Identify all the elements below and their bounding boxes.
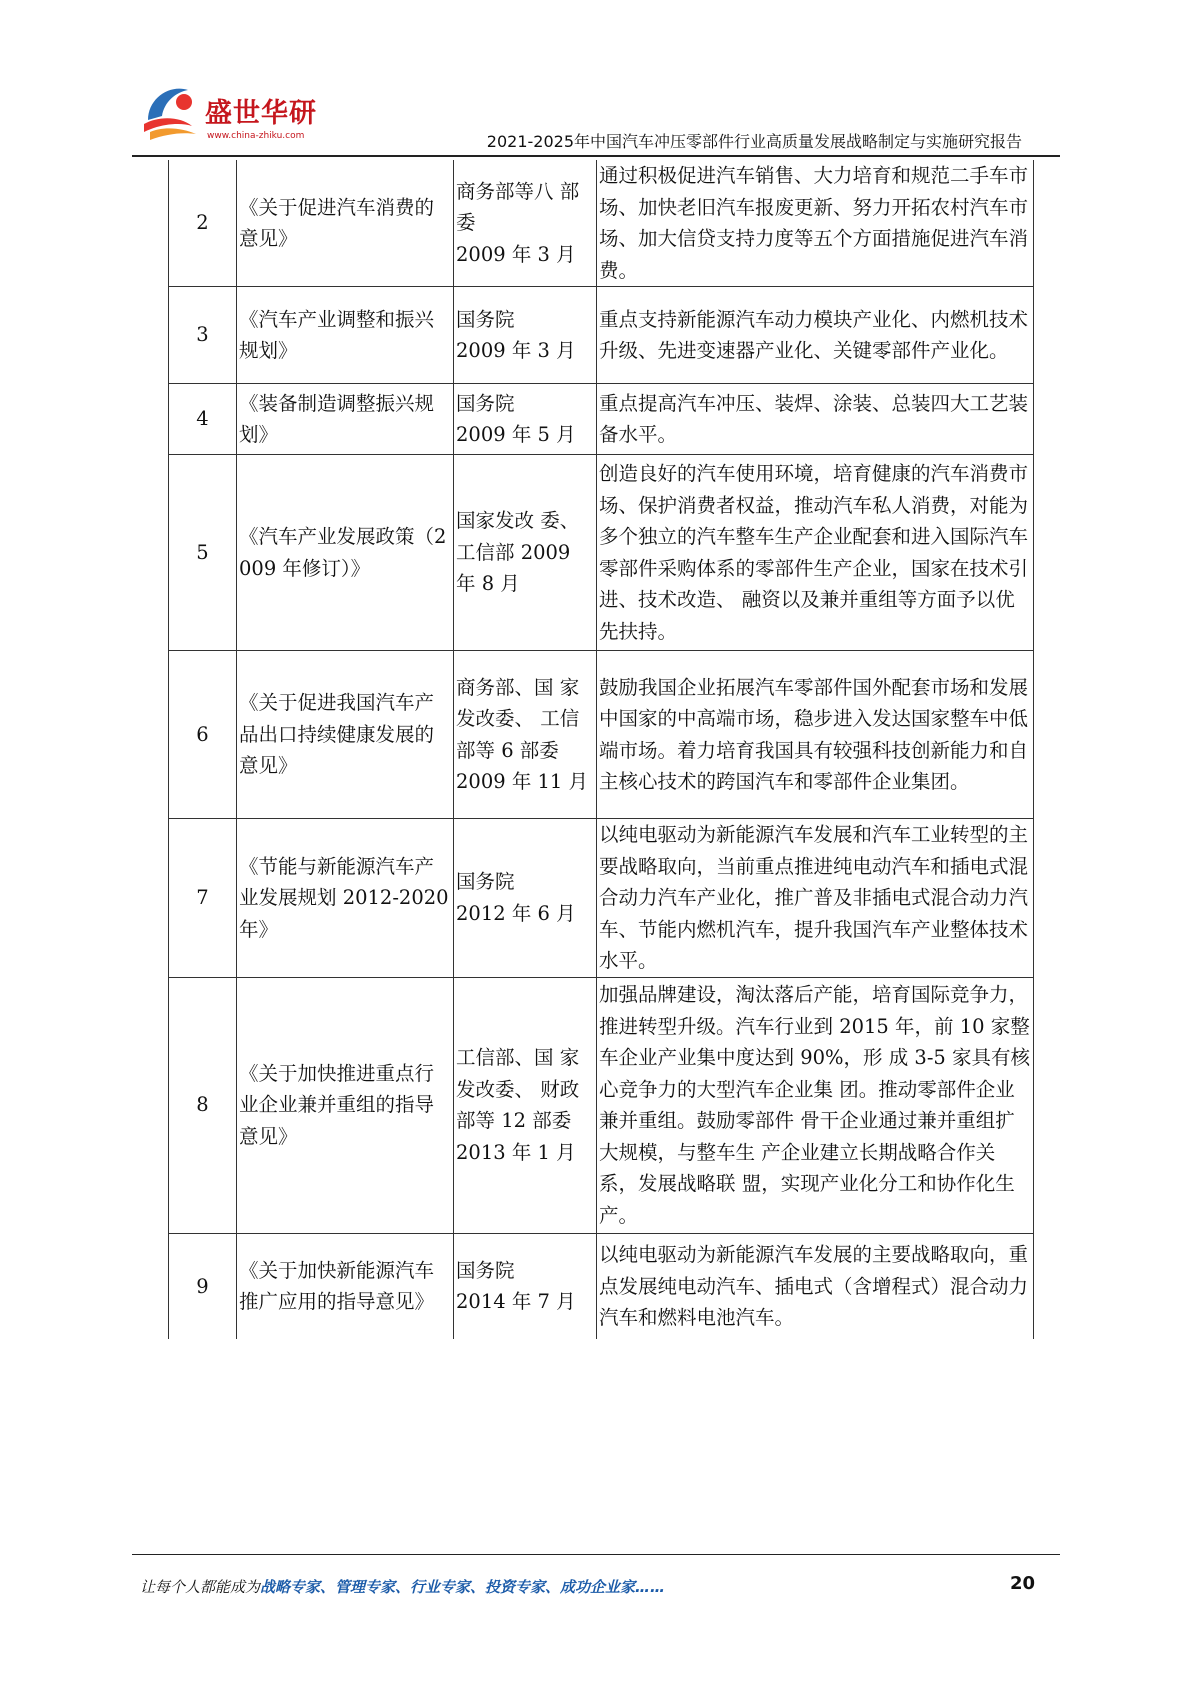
- table-row: [169, 455, 1034, 651]
- policy-content: 以纯电驱动为新能源汽车发展的主要战略取向，重点发展纯电动汽车、插电式（含增程式）混合动力汽车和燃料电池汽车。: [597, 1233, 1034, 1339]
- brand-url: www.china-zhiku.com: [207, 131, 305, 141]
- issuer-date: 国务院 2014 年 7 月: [454, 1233, 597, 1339]
- policy-content: 重点支持新能源汽车动力模块产业化、内燃机技术升级、先进变速器产业化、关键零部件产业化。: [597, 287, 1034, 384]
- issuer-date: 商务部、国 家发改委、 工信部等 6 部委 2009 年 11 月: [454, 651, 597, 819]
- table-row: [169, 160, 1034, 287]
- issuer-date: 国务院 2009 年 3 月: [454, 287, 597, 384]
- table-row: [169, 287, 1034, 384]
- footer-divider: [132, 1554, 1060, 1555]
- page-number: 20: [1009, 1573, 1035, 1594]
- issuer-date: 国家发改 委、工信部 2009 年 8 月: [454, 455, 597, 651]
- policy-name: 《关于促进汽车消费的意见》: [237, 160, 454, 287]
- policy-name: 《汽车产业调整和振兴规划》: [237, 287, 454, 384]
- policy-table: [168, 160, 1034, 1339]
- policy-name: 《装备制造调整振兴规划》: [237, 384, 454, 455]
- slogan-prefix: 让每个人都能成为: [140, 1578, 261, 1596]
- issuer-date: 国务院 2012 年 6 月: [454, 819, 597, 978]
- table-row: [169, 1233, 1034, 1339]
- policy-name: 《关于加快推进重点行业企业兼并重组的指导意见》: [237, 977, 454, 1233]
- policy-name: 《汽车产业发展政策（2009 年修订）》: [237, 455, 454, 651]
- policy-table-body: [169, 160, 1034, 1339]
- brand-name: 盛世华研: [205, 98, 317, 129]
- row-number: 7: [169, 819, 237, 978]
- policy-content: 以纯电驱动为新能源汽车发展和汽车工业转型的主要战略取向，当前重点推进纯电动汽车和插电式混合动力汽车产业化，推广普及非插电式混合动力汽车、节能内燃机汽车，提升我国汽车产业整体技术水平。: [597, 819, 1034, 978]
- table-row: [169, 384, 1034, 455]
- table-row: [169, 977, 1034, 1233]
- policy-content: 通过积极促进汽车销售、大力培育和规范二手车市场、加快老旧汽车报废更新、努力开拓农村汽车市场、加大信贷支持力度等五个方面措施促进汽车消费。: [597, 160, 1034, 287]
- slogan-highlight: 战略专家、管理专家、行业专家、投资专家、成功企业家……: [260, 1578, 666, 1596]
- row-number: 2: [169, 160, 237, 287]
- policy-content: 加强品牌建设，淘汰落后产能，培育国际竞争力，推进转型升级。汽车行业到 2015 年，前 10 家整车企业产业集中度达到 90%，形 成 3-5 家具有核心竞争力的大型汽车企业集 团。推动零部件企业兼并重组。鼓励零部件 骨干企业通过兼并重组扩大规模，与整车生 产企业建立长期战略合作关系，发展战略联 盟，实现产业化分工和协作化生产。: [597, 977, 1034, 1233]
- policy-name: 《关于促进我国汽车产品出口持续健康发展的意见》: [237, 651, 454, 819]
- row-number: 6: [169, 651, 237, 819]
- report-title: 2021-2025年中国汽车冲压零部件行业高质量发展战略制定与实施研究报告: [486, 132, 1022, 151]
- row-number: 3: [169, 287, 237, 384]
- policy-name: 《关于加快新能源汽车推广应用的指导意见》: [237, 1233, 454, 1339]
- header-divider: [132, 155, 1060, 157]
- policy-name: 《节能与新能源汽车产业发展规划 2012-2020 年》: [237, 819, 454, 978]
- table-row: [169, 819, 1034, 978]
- issuer-date: 商务部等八 部委 2009 年 3 月: [454, 160, 597, 287]
- row-number: 4: [169, 384, 237, 455]
- row-number: 9: [169, 1233, 237, 1339]
- table-row: [169, 651, 1034, 819]
- issuer-date: 工信部、国 家发改委、 财政部等 12 部委 2013 年 1 月: [454, 977, 597, 1233]
- row-number: 5: [169, 455, 237, 651]
- footer-slogan: [140, 1576, 665, 1597]
- issuer-date: 国务院 2009 年 5 月: [454, 384, 597, 455]
- policy-content: 鼓励我国企业拓展汽车零部件国外配套市场和发展中国家的中高端市场，稳步进入发达国家整车中低端市场。着力培育我国具有较强科技创新能力和自主核心技术的跨国汽车和零部件企业集团。: [597, 651, 1034, 819]
- policy-content: 创造良好的汽车使用环境，培育健康的汽车消费市场、保护消费者权益，推动汽车私人消费，对能为多个独立的汽车整车生产企业配套和进入国际汽车零部件采购体系的零部件生产企业，国家在技术引进、技术改造、 融资以及兼并重组等方面予以优先扶持。: [597, 455, 1034, 651]
- policy-content: 重点提高汽车冲压、装焊、涂装、总装四大工艺装备水平。: [597, 384, 1034, 455]
- row-number: 8: [169, 977, 237, 1233]
